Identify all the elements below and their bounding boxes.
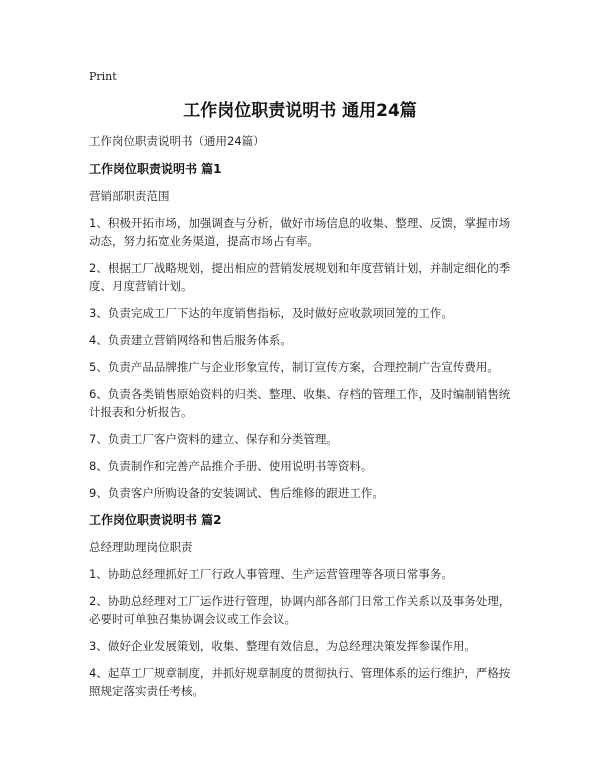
document-subtitle: 工作岗位职责说明书（通用24篇） bbox=[89, 134, 265, 148]
section-heading: 工作岗位职责说明书 篇1 bbox=[89, 162, 222, 176]
list-item: 3、做好企业发展策划，收集、整理有效信息，为总经理决策发挥参谋作用。 bbox=[89, 639, 476, 653]
list-item: 3、负责完成工厂下达的年度销售指标，及时做好应收款项回笼的工作。 bbox=[89, 306, 453, 320]
list-item: 2、协助总经理对工厂运作进行管理，协调内部各部门日常工作关系以及事务处理，必要时可单独召集协调会议或工作会议。 bbox=[89, 594, 511, 626]
list-item: 6、负责各类销售原始资料的归类、整理、收集、存档的管理工作，及时编制销售统计报表和分析报告。 bbox=[89, 387, 511, 419]
list-item: 4、起草工厂规章制度，并抓好规章制度的贯彻执行、管理体系的运行维护，严格按照规定落实责任考核。 bbox=[89, 666, 511, 698]
list-item: 1、协助总经理抓好工厂行政人事管理、生产运营管理等各项日常事务。 bbox=[89, 567, 453, 581]
list-item: 7、负责工厂客户资料的建立、保存和分类管理。 bbox=[89, 432, 338, 446]
section-intro: 总经理助理岗位职责 bbox=[89, 540, 193, 554]
section-intro: 营销部职责范围 bbox=[89, 189, 170, 203]
document-body bbox=[89, 132, 517, 709]
list-item: 8、负责制作和完善产品推介手册、使用说明书等资料。 bbox=[89, 459, 373, 473]
list-item: 2、根据工厂战略规划，提出相应的营销发展规划和年度营销计划，并制定细化的季度、月度营销计划。 bbox=[89, 261, 511, 293]
list-item: 5、负责产品品牌推广与企业形象宣传，制订宣传方案，合理控制广告宣传费用。 bbox=[89, 360, 499, 374]
list-item: 4、负责建立营销网络和售后服务体系。 bbox=[89, 333, 292, 347]
document-title: 工作岗位职责说明书 通用24篇 bbox=[183, 101, 417, 121]
print-label: Print bbox=[89, 70, 117, 83]
section-heading: 工作岗位职责说明书 篇2 bbox=[89, 513, 222, 527]
list-item: 1、积极开拓市场，加强调查与分析，做好市场信息的收集、整理、反馈，掌握市场动态，努力拓宽业务渠道，提高市场占有率。 bbox=[89, 216, 511, 248]
list-item: 9、负责客户所购设备的安装调试、售后维修的跟进工作。 bbox=[89, 486, 384, 500]
